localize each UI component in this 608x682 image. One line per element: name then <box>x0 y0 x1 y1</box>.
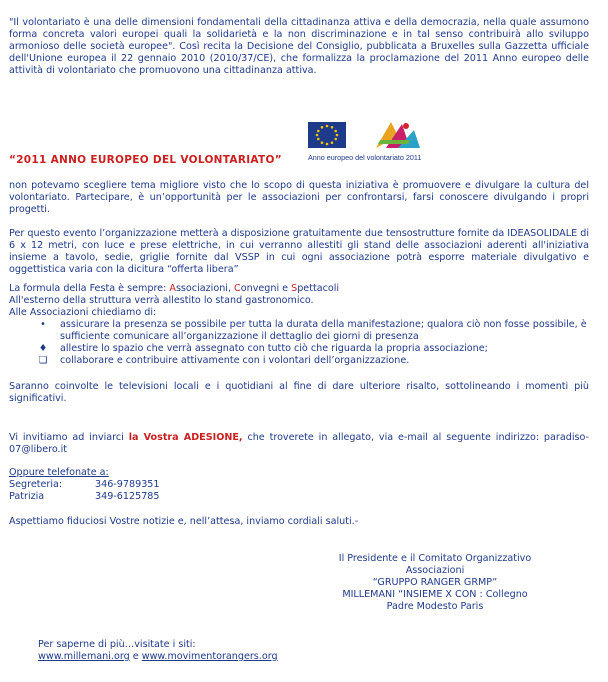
contact-phone: 346-9789351 <box>95 479 160 490</box>
formula-letter-a: A <box>169 283 176 294</box>
list-item <box>9 319 589 343</box>
list-item-text: assicurare la presenza se possibile per tutta la durata della manifestazione; qualora ciò non fosse possibile, è sufficiente comunicare all’organizzazione il dettaglio dei giorni di presenza <box>60 319 587 342</box>
link-millemani[interactable]: www.millemani.org <box>38 651 130 662</box>
contact-phone: 349-6125785 <box>95 491 160 502</box>
bullet-checkbox-icon: ❑ <box>38 355 48 366</box>
contact-row <box>9 479 160 491</box>
paragraph-invite <box>9 432 589 456</box>
paragraph-theme: non potevamo scegliere tema migliore visto che lo scopo di questa iniziativa è promuovere e divulgare la cultura del volontariato. Partecipare, è un’opportunità per le associazioni per confrontarsi, farsi conoscere divulgando i propri progetti. <box>9 180 589 215</box>
intro-paragraph: "Il volontariato è una delle dimensioni fondamentali della cittadinanza attiva e della democrazia, nella quale assumono forma concreta valori europei quali la solidarietà e la non discriminazione e in tal senso contribuirà allo sviluppo armonioso delle società europee". Così recita la Decisione del Consiglio, pubblicata a Bruxelles sulla Gazzetta ufficiale dell'Unione europea il 22 gennaio 2010 (2010/37/CE), che formalizza la proclamazione del 2011 Anno europeo delle attività di volontariato che promuovono una cittadinanza attiva. <box>9 17 589 76</box>
list-item <box>9 355 589 367</box>
closing-line: Aspettiamo fiduciosi Vostre notizie e, nell’attesa, inviamo cordiali saluti.- <box>9 516 359 527</box>
formula-letter-s: S <box>291 283 298 294</box>
logo-caption: Anno europeo del volontariato 2011 <box>308 153 422 162</box>
signature-line: Padre Modesto Paris <box>386 601 484 612</box>
list-item <box>9 343 589 355</box>
paragraph-event: Per questo evento l’organizzazione metterà a disposizione gratuitamente due tensostrutture fornite da IDEASOLIDALE di 6 x 12 metri, con luce e prese elettriche, in cui verranno allestiti gli stand delle associazioni aderenti all'iniziativa insieme a tavolo, sedie, griglie fornite dal VSSP in cui ogni associazione potrà esporre materiale divulgativo e oggettistica varia con la dicitura “offerta libera” <box>9 228 589 275</box>
formula-rest-c: onvegni e <box>240 283 292 294</box>
section-title: “2011 ANNO EUROPEO DEL VOLONTARIATO” <box>9 154 282 166</box>
invite-suffix: che troverete in allegato, via e-mail al seguente indirizzo: paradiso-07@libero.it <box>9 432 589 455</box>
list-item-text: collaborare e contribuire attivamente con i volontari dell’organizzazione. <box>60 355 410 366</box>
invite-prefix: Vi invitiamo ad inviarci <box>9 432 129 443</box>
signature-block <box>290 553 580 613</box>
invite-adhesion: la Vostra ADESIONE, <box>128 432 243 443</box>
more-info-block <box>38 639 278 663</box>
stand-line: All'esterno della struttura verrà allestito lo stand gastronomico. <box>9 295 314 306</box>
contact-row <box>9 491 160 503</box>
phone-heading: Oppure telefonate a: <box>9 467 109 478</box>
bullet-diamond-icon: ♦ <box>38 343 48 354</box>
phone-contacts <box>9 467 160 503</box>
bullet-dot-icon: • <box>40 319 46 330</box>
signature-line: Associazioni <box>405 565 465 576</box>
signature-line: “GRUPPO RANGER GRMP” <box>372 577 498 588</box>
formula-prefix: La formula della Festa è sempre: <box>9 283 170 294</box>
paragraph-media: Saranno coinvolte le televisioni locali e i quotidiani al fine di dare ulteriore risalto, sottolineando i momenti più significativi. <box>9 381 589 404</box>
contact-name: Patrizia <box>9 491 45 502</box>
formula-rest-a: ssociazioni, <box>175 283 235 294</box>
formula-letter-c: C <box>234 283 241 294</box>
more-info-text: Per saperne di più…visitate i siti: <box>38 639 196 650</box>
signature-line: MILLEMANI “INSIEME X CON : Collegno <box>342 589 528 600</box>
volunteer-hands-icon <box>376 122 420 148</box>
contact-name: Segreteria: <box>9 479 63 490</box>
link-movimentorangers[interactable]: www.movimentorangers.org <box>141 651 278 662</box>
request-list <box>9 319 589 367</box>
associations-line: Alle Associazioni chiediamo di: <box>9 307 157 318</box>
link-separator: e <box>129 651 142 662</box>
formula-line <box>9 283 589 295</box>
list-item-text: allestire lo spazio che verrà assegnato con tutto ciò che riguarda la propria associazione; <box>60 343 488 354</box>
formula-rest-s: pettacoli <box>297 283 340 294</box>
signature-line: Il Presidente e il Comitato Organizzativo <box>338 553 532 564</box>
